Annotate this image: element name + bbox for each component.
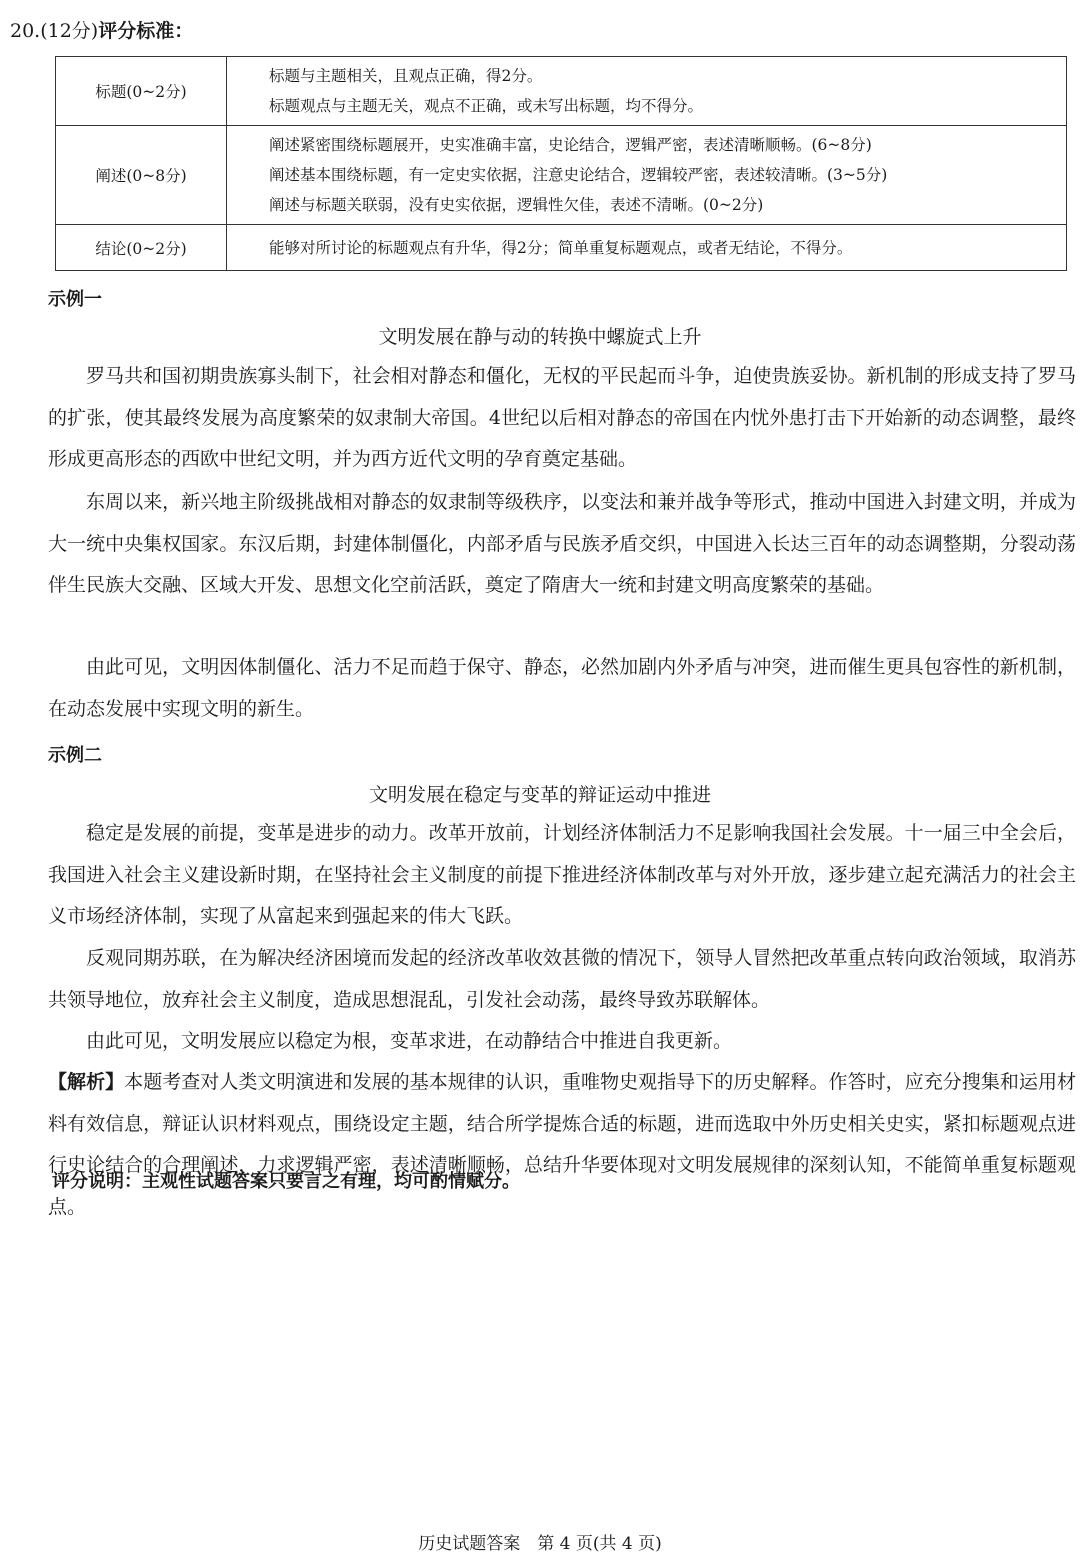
example1-paragraph: 由此可见，文明因体制僵化、活力不足而趋于保守、静态，必然加剧内外矛盾与冲突，进而催生更具包容性的新机制，在动态发展中实现文明的新生。 — [48, 656, 1076, 720]
rubric-criterion: 阐述与标题关联弱，没有史实依据，逻辑性欠佳，表述不清晰。(0~2分) — [269, 196, 764, 214]
rubric-criteria — [227, 225, 1067, 271]
example2-title: 文明发展在稳定与变革的辩证运动中推进 — [368, 784, 711, 806]
question-number: 20. — [10, 20, 41, 42]
question-heading — [10, 16, 193, 43]
rubric-category: 结论(0~2分) — [56, 225, 227, 271]
scoring-rubric-table — [55, 56, 1067, 271]
rubric-criterion: 标题与主题相关，且观点正确，得2分。 — [269, 67, 543, 85]
rubric-row-conclusion — [56, 225, 1067, 271]
rubric-criterion: 阐述紧密围绕标题展开，史实准确丰富，史论结合，逻辑严密，表述清晰顺畅。(6~8分) — [269, 136, 872, 154]
example2-label: 示例二 — [48, 745, 102, 766]
rubric-criterion: 阐述基本围绕标题，有一定史实依据，注意史论结合，逻辑较严密，表述较清晰。(3~5分) — [269, 166, 888, 184]
rubric-criteria — [227, 57, 1067, 126]
rubric-criterion: 标题观点与主题无关，观点不正确，或未写出标题，均不得分。 — [269, 97, 704, 115]
rubric-row-exposition — [56, 126, 1067, 225]
example2-paragraph: 由此可见，文明发展应以稳定为根，变革求进，在动静结合中推进自我更新。 — [86, 1030, 733, 1052]
example2-paragraph: 反观同期苏联，在为解决经济困境而发起的经济改革收效甚微的情况下，领导人冒然把改革重点转向政治领域，取消苏共领导地位，放弃社会主义制度，造成思想混乱，引发社会动荡，最终导致苏联解体。 — [48, 947, 1076, 1011]
rubric-category: 阐述(0~8分) — [56, 126, 227, 225]
rubric-criterion: 能够对所讨论的标题观点有升华，得2分；简单重复标题观点，或者无结论，不得分。 — [269, 238, 853, 257]
rubric-criteria — [227, 126, 1067, 225]
example1-paragraph: 罗马共和国初期贵族寡头制下，社会相对静态和僵化，无权的平民起而斗争，迫使贵族妥协。新机制的形成支持了罗马的扩张，使其最终发展为高度繁荣的奴隶制大帝国。4世纪以后相对静态的帝国在内忧外患打击下开始新的动态调整，最终形成更高形态的西欧中世纪文明，并为西方近代文明的孕育奠定基础。 — [48, 365, 1076, 470]
example1-label: 示例一 — [48, 289, 102, 310]
rubric-row-title — [56, 57, 1067, 126]
rubric-category: 标题(0~2分) — [56, 57, 227, 126]
analysis-tag: 【解析】 — [48, 1071, 125, 1093]
question-points: (12分) — [40, 20, 99, 42]
analysis-paragraph — [48, 1062, 1076, 1228]
example2-paragraph: 稳定是发展的前提，变革是进步的动力。改革开放前，计划经济体制活力不足影响我国社会发展。十一届三中全会后，我国进入社会主义建设新时期，在坚持社会主义制度的前提下推进经济体制改革与对外开放，逐步建立起充满活力的社会主义市场经济体制，实现了从富起来到强起来的伟大飞跃。 — [48, 822, 1076, 927]
page-footer: 历史试题答案 第 4 页(共 4 页) — [418, 1534, 662, 1554]
scoring-note: 评分说明：主观性试题答案只要言之有理，均可酌情赋分。 — [52, 1171, 520, 1192]
analysis-text: 本题考查对人类文明演进和发展的基本规律的认识，重唯物史观指导下的历史解释。作答时，应充分搜集和运用材料有效信息，辩证认识材料观点，围绕设定主题，结合所学提炼合适的标题，进而选取中外历史相关史实，紧扣标题观点进行史论结合的合理阐述，力求逻辑严密，表述清晰顺畅，总结升华要体现对文明发展规律的深刻认知，不能简单重复标题观点。 — [48, 1071, 1076, 1218]
question-heading-text: 评分标准： — [98, 20, 194, 42]
example1-paragraph: 东周以来，新兴地主阶级挑战相对静态的奴隶制等级秩序，以变法和兼并战争等形式，推动中国进入封建文明，并成为大一统中央集权国家。东汉后期，封建体制僵化，内部矛盾与民族矛盾交织，中国进入长达三百年的动态调整期，分裂动荡伴生民族大交融、区域大开发、思想文化空前活跃，奠定了隋唐大一统和封建文明高度繁荣的基础。 — [48, 491, 1076, 596]
example1-title: 文明发展在静与动的转换中螺旋式上升 — [378, 326, 702, 348]
